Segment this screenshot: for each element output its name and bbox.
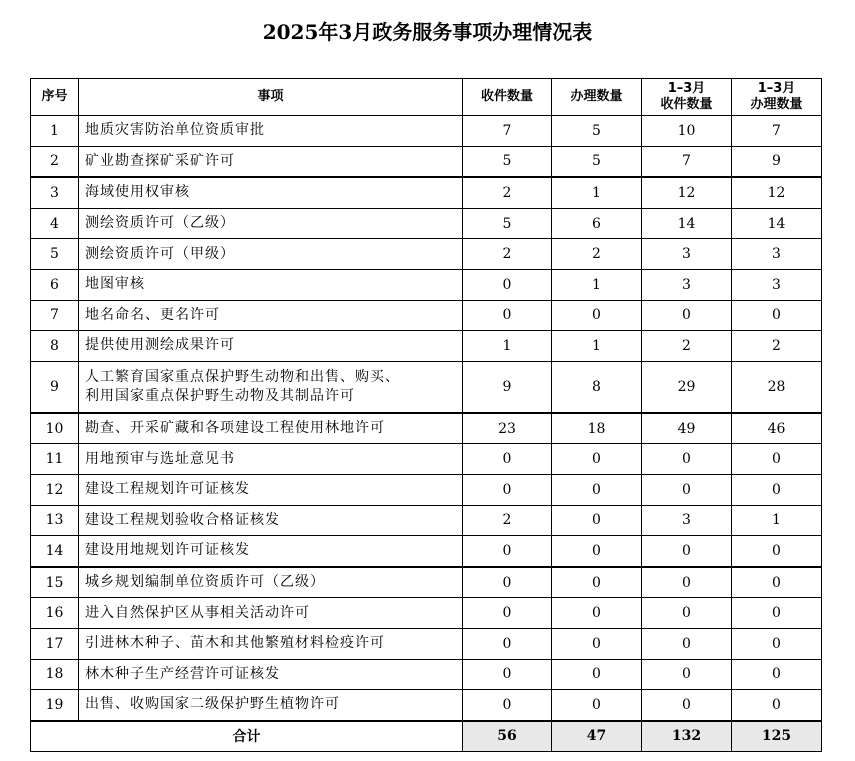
cell-q-received: 0 bbox=[642, 474, 732, 505]
cell-received: 0 bbox=[463, 690, 552, 721]
cell-received: 2 bbox=[463, 177, 552, 208]
cell-handled: 8 bbox=[552, 361, 642, 413]
table-row bbox=[31, 413, 822, 444]
cell-handled: 1 bbox=[552, 177, 642, 208]
cell-item: 测绘资质许可（乙级） bbox=[79, 208, 463, 239]
cell-q-received: 0 bbox=[642, 659, 732, 690]
cell-seq: 2 bbox=[31, 146, 79, 177]
cell-item: 建设工程规划许可证核发 bbox=[79, 474, 463, 505]
cell-seq: 13 bbox=[31, 505, 79, 536]
cell-handled: 5 bbox=[552, 146, 642, 177]
cell-received: 7 bbox=[463, 116, 552, 147]
cell-handled: 0 bbox=[552, 628, 642, 659]
cell-q-received: 3 bbox=[642, 269, 732, 300]
cell-q-received: 3 bbox=[642, 239, 732, 270]
cell-seq: 16 bbox=[31, 598, 79, 629]
table-row bbox=[31, 567, 822, 598]
cell-seq: 8 bbox=[31, 331, 79, 362]
table-row bbox=[31, 505, 822, 536]
cell-item: 地图审核 bbox=[79, 269, 463, 300]
cell-seq: 1 bbox=[31, 116, 79, 147]
cell-handled: 0 bbox=[552, 659, 642, 690]
cell-q-received: 49 bbox=[642, 413, 732, 444]
cell-item-line2: 利用国家重点保护野生动物及其制品许可 bbox=[85, 387, 355, 404]
cell-received: 0 bbox=[463, 444, 552, 475]
table-row bbox=[31, 598, 822, 629]
cell-q-received: 0 bbox=[642, 690, 732, 721]
cell-item: 引进林木种子、苗木和其他繁殖材料检疫许可 bbox=[79, 628, 463, 659]
cell-item: 地质灾害防治单位资质审批 bbox=[79, 116, 463, 147]
table-row bbox=[31, 474, 822, 505]
cell-q-handled: 12 bbox=[732, 177, 822, 208]
total-label: 合计 bbox=[31, 721, 463, 752]
cell-seq: 9 bbox=[31, 361, 79, 413]
table-row bbox=[31, 361, 822, 413]
services-table bbox=[30, 78, 822, 752]
cell-q-received: 2 bbox=[642, 331, 732, 362]
table-row bbox=[31, 444, 822, 475]
cell-received: 0 bbox=[463, 628, 552, 659]
table-row bbox=[31, 116, 822, 147]
cell-item: 出售、收购国家二级保护野生植物许可 bbox=[79, 690, 463, 721]
cell-received: 9 bbox=[463, 361, 552, 413]
header-q-handled-line2: 办理数量 bbox=[750, 97, 803, 112]
cell-q-received: 0 bbox=[642, 628, 732, 659]
cell-seq: 15 bbox=[31, 567, 79, 598]
header-row bbox=[31, 79, 822, 116]
cell-received: 23 bbox=[463, 413, 552, 444]
cell-q-received: 0 bbox=[642, 444, 732, 475]
cell-item: 用地预审与选址意见书 bbox=[79, 444, 463, 475]
cell-handled: 2 bbox=[552, 239, 642, 270]
cell-seq: 18 bbox=[31, 659, 79, 690]
cell-q-handled: 0 bbox=[732, 659, 822, 690]
cell-item: 地名命名、更名许可 bbox=[79, 300, 463, 331]
cell-q-received: 0 bbox=[642, 567, 732, 598]
cell-handled: 6 bbox=[552, 208, 642, 239]
header-seq: 序号 bbox=[31, 79, 79, 116]
cell-handled: 0 bbox=[552, 536, 642, 567]
cell-item: 提供使用测绘成果许可 bbox=[79, 331, 463, 362]
cell-q-received: 10 bbox=[642, 116, 732, 147]
total-handled: 47 bbox=[552, 721, 642, 752]
cell-item bbox=[79, 361, 463, 413]
cell-received: 0 bbox=[463, 567, 552, 598]
cell-item: 测绘资质许可（甲级） bbox=[79, 239, 463, 270]
cell-handled: 1 bbox=[552, 269, 642, 300]
header-q-handled bbox=[732, 79, 822, 116]
cell-q-handled: 46 bbox=[732, 413, 822, 444]
cell-q-handled: 9 bbox=[732, 146, 822, 177]
cell-item: 勘查、开采矿藏和各项建设工程使用林地许可 bbox=[79, 413, 463, 444]
cell-seq: 5 bbox=[31, 239, 79, 270]
cell-q-handled: 3 bbox=[732, 269, 822, 300]
cell-seq: 4 bbox=[31, 208, 79, 239]
total-row bbox=[31, 721, 822, 752]
table-row bbox=[31, 208, 822, 239]
cell-q-received: 0 bbox=[642, 598, 732, 629]
cell-seq: 6 bbox=[31, 269, 79, 300]
table-row bbox=[31, 690, 822, 721]
cell-q-handled: 3 bbox=[732, 239, 822, 270]
header-handled: 办理数量 bbox=[552, 79, 642, 116]
cell-received: 0 bbox=[463, 659, 552, 690]
cell-item: 矿业勘查探矿采矿许可 bbox=[79, 146, 463, 177]
table-row bbox=[31, 300, 822, 331]
page-title: 2025年3月政务服务事项办理情况表 bbox=[262, 20, 593, 44]
table-row bbox=[31, 659, 822, 690]
cell-q-received: 0 bbox=[642, 300, 732, 331]
cell-q-handled: 0 bbox=[732, 690, 822, 721]
cell-seq: 17 bbox=[31, 628, 79, 659]
cell-seq: 19 bbox=[31, 690, 79, 721]
cell-received: 0 bbox=[463, 300, 552, 331]
cell-item: 进入自然保护区从事相关活动许可 bbox=[79, 598, 463, 629]
cell-q-handled: 0 bbox=[732, 300, 822, 331]
cell-handled: 0 bbox=[552, 690, 642, 721]
cell-received: 5 bbox=[463, 146, 552, 177]
cell-handled: 0 bbox=[552, 505, 642, 536]
total-q-received: 132 bbox=[642, 721, 732, 752]
cell-q-received: 14 bbox=[642, 208, 732, 239]
cell-handled: 0 bbox=[552, 300, 642, 331]
header-item: 事项 bbox=[79, 79, 463, 116]
cell-received: 0 bbox=[463, 474, 552, 505]
cell-q-received: 3 bbox=[642, 505, 732, 536]
header-q-handled-line1: 1–3月 bbox=[757, 81, 796, 96]
table-row bbox=[31, 331, 822, 362]
cell-received: 1 bbox=[463, 331, 552, 362]
cell-item: 城乡规划编制单位资质许可（乙级） bbox=[79, 567, 463, 598]
cell-received: 2 bbox=[463, 239, 552, 270]
cell-handled: 0 bbox=[552, 474, 642, 505]
cell-handled: 0 bbox=[552, 444, 642, 475]
cell-q-received: 0 bbox=[642, 536, 732, 567]
table-row bbox=[31, 146, 822, 177]
cell-seq: 10 bbox=[31, 413, 79, 444]
header-q-received-line1: 1–3月 bbox=[667, 81, 706, 96]
total-q-handled: 125 bbox=[732, 721, 822, 752]
cell-q-handled: 2 bbox=[732, 331, 822, 362]
header-received: 收件数量 bbox=[463, 79, 552, 116]
cell-q-received: 29 bbox=[642, 361, 732, 413]
cell-received: 0 bbox=[463, 536, 552, 567]
cell-q-handled: 0 bbox=[732, 598, 822, 629]
table-row bbox=[31, 239, 822, 270]
cell-handled: 0 bbox=[552, 567, 642, 598]
cell-seq: 3 bbox=[31, 177, 79, 208]
cell-item: 建设工程规划验收合格证核发 bbox=[79, 505, 463, 536]
cell-q-handled: 14 bbox=[732, 208, 822, 239]
cell-q-handled: 0 bbox=[732, 444, 822, 475]
cell-q-handled: 0 bbox=[732, 628, 822, 659]
cell-item: 建设用地规划许可证核发 bbox=[79, 536, 463, 567]
cell-received: 2 bbox=[463, 505, 552, 536]
cell-q-handled: 0 bbox=[732, 474, 822, 505]
cell-seq: 11 bbox=[31, 444, 79, 475]
cell-item: 海域使用权审核 bbox=[79, 177, 463, 208]
cell-q-handled: 7 bbox=[732, 116, 822, 147]
cell-handled: 18 bbox=[552, 413, 642, 444]
table-row bbox=[31, 269, 822, 300]
cell-q-received: 12 bbox=[642, 177, 732, 208]
cell-seq: 7 bbox=[31, 300, 79, 331]
cell-handled: 1 bbox=[552, 331, 642, 362]
cell-received: 5 bbox=[463, 208, 552, 239]
cell-q-received: 7 bbox=[642, 146, 732, 177]
cell-q-handled: 1 bbox=[732, 505, 822, 536]
cell-q-handled: 0 bbox=[732, 536, 822, 567]
table-row bbox=[31, 628, 822, 659]
cell-received: 0 bbox=[463, 598, 552, 629]
cell-handled: 5 bbox=[552, 116, 642, 147]
total-received: 56 bbox=[463, 721, 552, 752]
cell-q-handled: 0 bbox=[732, 567, 822, 598]
cell-item-line1: 人工繁育国家重点保护野生动物和出售、购买、 bbox=[85, 368, 400, 385]
cell-seq: 12 bbox=[31, 474, 79, 505]
cell-received: 0 bbox=[463, 269, 552, 300]
header-q-received-line2: 收件数量 bbox=[660, 97, 713, 112]
cell-seq: 14 bbox=[31, 536, 79, 567]
cell-item: 林木种子生产经营许可证核发 bbox=[79, 659, 463, 690]
cell-handled: 0 bbox=[552, 598, 642, 629]
table-row bbox=[31, 177, 822, 208]
table-row bbox=[31, 536, 822, 567]
header-q-received bbox=[642, 79, 732, 116]
cell-q-handled: 28 bbox=[732, 361, 822, 413]
